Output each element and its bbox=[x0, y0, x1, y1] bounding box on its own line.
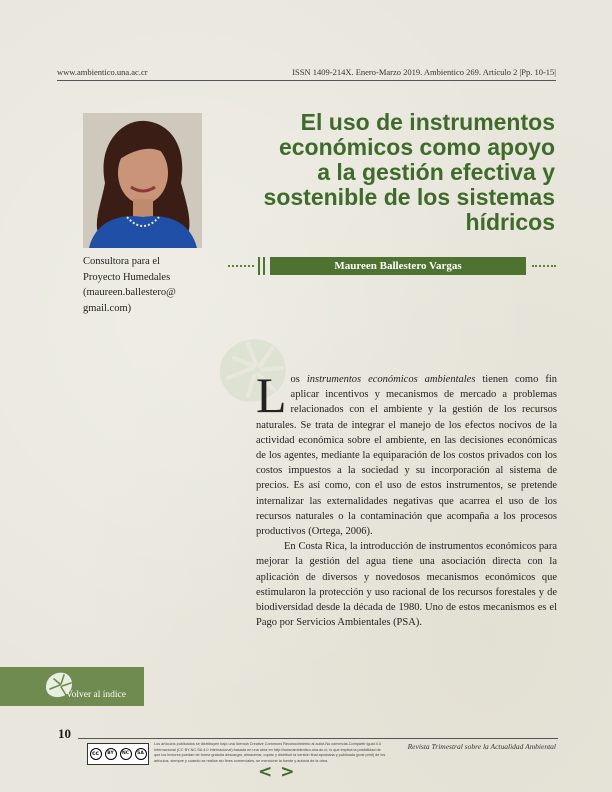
page-number: 10 bbox=[58, 726, 71, 741]
title-line: a la gestión efectiva y bbox=[317, 159, 555, 185]
author-portrait-illustration bbox=[83, 113, 202, 248]
title-line: hídricos bbox=[465, 209, 555, 235]
italic-term: instrumentos económicos ambientales bbox=[306, 374, 476, 385]
creative-commons-badge[interactable] bbox=[87, 743, 149, 765]
bar-ornament bbox=[258, 257, 260, 275]
license-notice: Los artículos publicados se distribuyen bajo una licencia Creative Commons Reconocimiento al autor-No comercial-Compartir igual 4.0 Internacional (CC BY-NC-SA 4.0 Internacional) basada en una obra en http://www.ambientico.una.ac.cr, lo que implica la posibilidad de que los lectores puedan de forma gratuita descargar, almacenar, copiar y distribuir la versión final aprobada y publicada (post print) de los artículos, siempre y cuando se realice sin fines comerciales, se mencione la fuente y autoría de la obra. bbox=[154, 742, 386, 763]
author-photo bbox=[83, 113, 202, 248]
header-divider bbox=[57, 80, 556, 81]
cc-icon: cc bbox=[90, 748, 102, 760]
paragraph-text: tienen como fin aplicar incentivos y mecanismos de mercado a problemas relacionados con el ambiente y la gestión de los recursos naturales. Se trata de integrar el manejo de los efectos nocivos de la actividad económica sobre el ambiente, en las decisiones económicas de los agentes, mediante la equiparación de los costos privados con los costos impuestos a la sociedad y su incorporación al sistema de precios. Es así como, con el uso de estos instrumentos, se pretende internalizar las externalidades negativas que acarrea el uso de los recursos naturales o la contaminación que acompaña a los procesos productivos (Ortega, 2006). bbox=[256, 374, 557, 538]
bio-email-line: (maureen.ballestero@ bbox=[83, 287, 176, 298]
body-paragraph bbox=[256, 367, 557, 539]
cc-sa-icon: SA bbox=[135, 748, 147, 760]
header-url: www.ambientico.una.ac.cr bbox=[57, 67, 148, 77]
bio-line: Consultora para el bbox=[83, 256, 160, 267]
cc-by-icon: BY bbox=[105, 748, 117, 760]
next-page-button[interactable]: > bbox=[280, 762, 295, 782]
title-line: El uso de instrumentos bbox=[300, 109, 555, 135]
dotted-divider bbox=[532, 265, 556, 267]
back-to-index-label: Volver al índice bbox=[66, 690, 126, 700]
author-bio bbox=[83, 254, 213, 316]
title-line: sostenible de los sistemas bbox=[263, 184, 555, 210]
dotted-divider bbox=[228, 265, 254, 267]
article-title bbox=[235, 110, 555, 235]
author-banner bbox=[228, 257, 556, 275]
drop-cap: L bbox=[256, 367, 287, 423]
journal-name: Revista Trimestral sobre la Actualidad Ambiental bbox=[407, 742, 556, 751]
body-paragraph: En Costa Rica, la introducción de instrumentos económicos para mejorar la gestión del agua tiene una asociación directa con la aplicación de diversos y novedosos mecanismos económicos que estimularon la protección y uso racional de los recursos forestales y de biodiversidad desde la década de 1980. Uno de estos mecanismos es el Pago por Servicios Ambientales (PSA). bbox=[256, 541, 557, 629]
title-line: económicos como apoyo bbox=[278, 134, 555, 160]
article-body bbox=[256, 367, 557, 630]
bio-line: Proyecto Humedales bbox=[83, 271, 171, 283]
cc-nc-icon: NC bbox=[120, 748, 132, 760]
bio-email-line: gmail.com) bbox=[83, 302, 132, 314]
page-navigation bbox=[258, 764, 295, 781]
lead-text: os bbox=[290, 374, 307, 385]
footer-divider bbox=[78, 738, 558, 739]
previous-page-button[interactable]: < bbox=[258, 762, 273, 782]
author-name: Maureen Ballestero Vargas bbox=[270, 257, 526, 275]
back-to-index-button[interactable] bbox=[0, 667, 144, 706]
header-issn: ISSN 1409-214X. Enero-Marzo 2019. Ambientico 269. Artículo 2 |Pp. 10-15| bbox=[292, 67, 556, 77]
